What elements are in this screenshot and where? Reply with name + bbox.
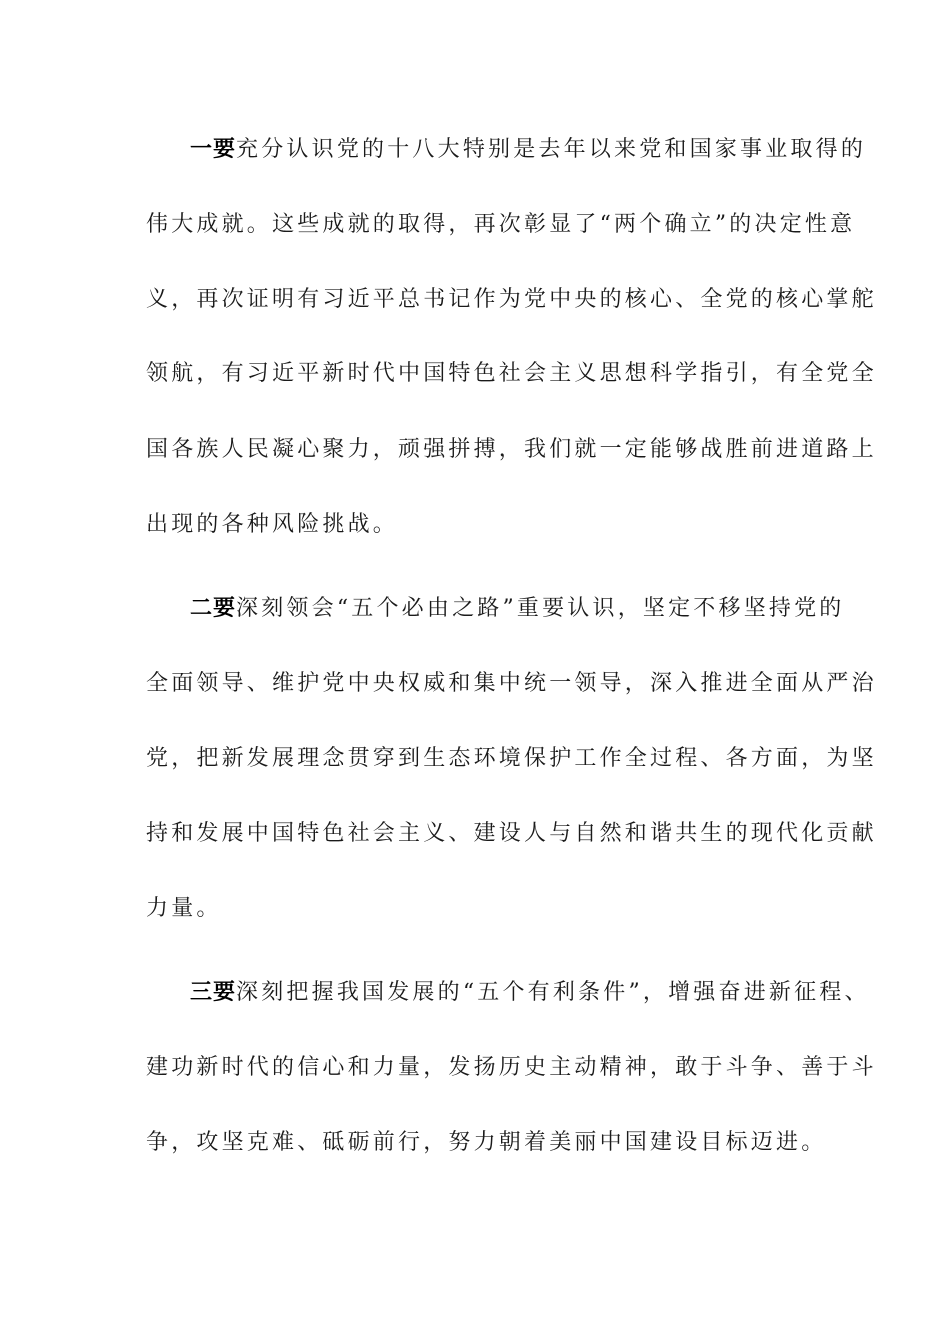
paragraph-2-lead: 二要 (190, 596, 237, 621)
paragraph-3-lead: 三要 (190, 980, 237, 1005)
paragraph-1-lead: 一要 (190, 137, 237, 162)
paragraph-2-line-4: 持和发展中国特色社会主义、建设人与自然和谐共生的现代化贡献 (146, 821, 877, 846)
paragraph-3-line-3: 争，攻坚克难、砥砺前行，努力朝着美丽中国建设目标迈进。 (146, 1130, 827, 1155)
paragraph-2-text: 深刻领会“五个必由之路”重要认识，坚定不移坚持党的 (236, 596, 845, 621)
paragraph-2-line-5: 力量。 (146, 896, 222, 921)
paragraph-3-line-1 (190, 973, 870, 1013)
paragraph-1-text: 充分认识党的十八大特别是去年以来党和国家事业取得的 (236, 137, 867, 162)
paragraph-1-line-3: 义，再次证明有习近平总书记作为党中央的核心、全党的核心掌舵 (146, 287, 877, 312)
paragraph-2-line-2: 全面领导、维护党中央权威和集中统一领导，深入推进全面从严治 (146, 671, 877, 696)
paragraph-3-text: 深刻把握我国发展的“五个有利条件”，增强奋进新征程、 (236, 980, 870, 1005)
paragraph-2-line-1 (190, 589, 845, 629)
paragraph-1-line-6: 出现的各种风险挑战。 (146, 512, 399, 537)
paragraph-3-line-2: 建功新时代的信心和力量，发扬历史主动精神，敢于斗争、善于斗 (146, 1055, 877, 1080)
paragraph-1-line-4: 领航，有习近平新时代中国特色社会主义思想科学指引，有全党全 (146, 361, 877, 386)
paragraph-1-line-1 (190, 130, 867, 170)
paragraph-1-line-2: 伟大成就。这些成就的取得，再次彰显了“两个确立”的决定性意 (146, 212, 856, 237)
paragraph-2-line-3: 党，把新发展理念贯穿到生态环境保护工作全过程、各方面，为坚 (146, 746, 877, 771)
paragraph-1-line-5: 国各族人民凝心聚力，顽强拼搏，我们就一定能够战胜前进道路上 (146, 437, 877, 462)
